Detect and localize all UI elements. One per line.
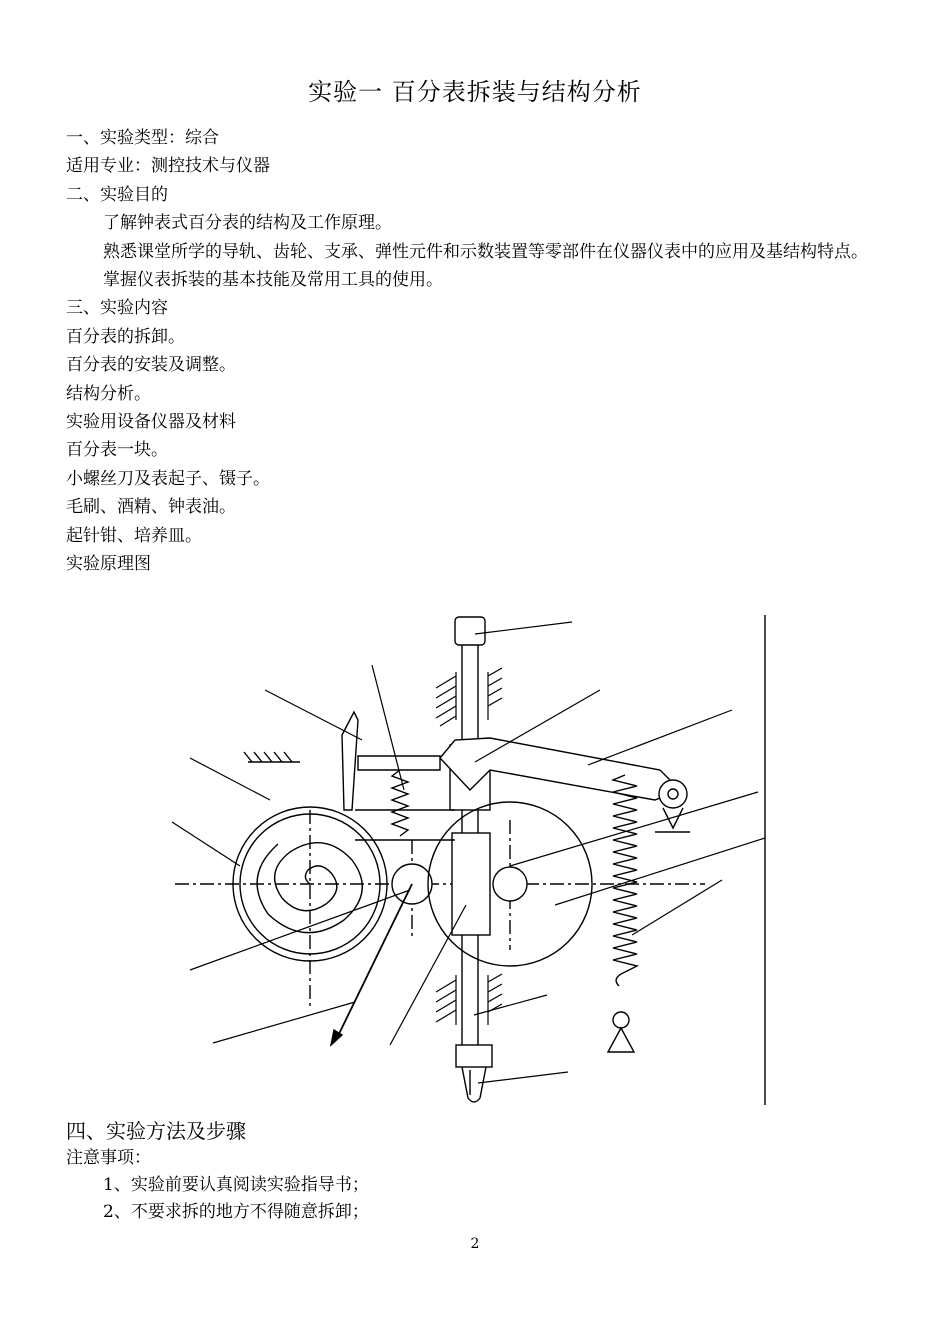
paragraph: 掌握仪表拆装的基本技能及常用工具的使用。 [103, 270, 443, 291]
pointer-arrow [336, 884, 412, 1040]
section-heading: 一、实验类型：综合 [66, 128, 219, 148]
paragraph: 百分表的安装及调整。 [66, 355, 236, 376]
section-heading: 四、实验方法及步骤 [66, 1119, 246, 1143]
page-title: 实验一 百分表拆装与结构分析 [308, 78, 642, 106]
section-heading: 二、实验目的 [66, 184, 168, 205]
body-text [66, 124, 888, 579]
paragraph: 实验用设备仪器及材料 [66, 412, 236, 433]
note-item: 1、实验前要认真阅读实验指导书； [103, 1175, 369, 1195]
paragraph: 起针钳、培养皿。 [66, 525, 202, 546]
note-item: 2、不要求拆的地方不得随意拆卸； [103, 1202, 369, 1222]
paragraph: 毛刷、酒精、钟表油。 [66, 497, 236, 518]
paragraph: 了解钟表式百分表的结构及工作原理。 [103, 213, 392, 234]
notes-label: 注意事项： [66, 1148, 151, 1168]
paragraph: 适用专业：测控技术与仪器 [66, 156, 270, 177]
page-number: 2 [470, 1236, 480, 1252]
dial-indicator-principle-diagram [0, 610, 950, 1110]
paragraph: 结构分析。 [66, 383, 151, 404]
return-spring [392, 770, 408, 836]
paragraph: 实验原理图 [66, 554, 151, 575]
paragraph: 小螺丝刀及表起子、镊子。 [66, 468, 270, 489]
notes [66, 1145, 369, 1226]
paragraph: 百分表一块。 [66, 440, 168, 461]
bracket [342, 712, 358, 810]
section-heading: 三、实验内容 [66, 298, 168, 319]
paragraph: 熟悉课堂所学的导轨、齿轮、支承、弹性元件和示数装置等零部件在仪器仪表中的应用及基结构特点。 [103, 241, 868, 262]
paragraph: 百分表的拆卸。 [66, 326, 185, 347]
